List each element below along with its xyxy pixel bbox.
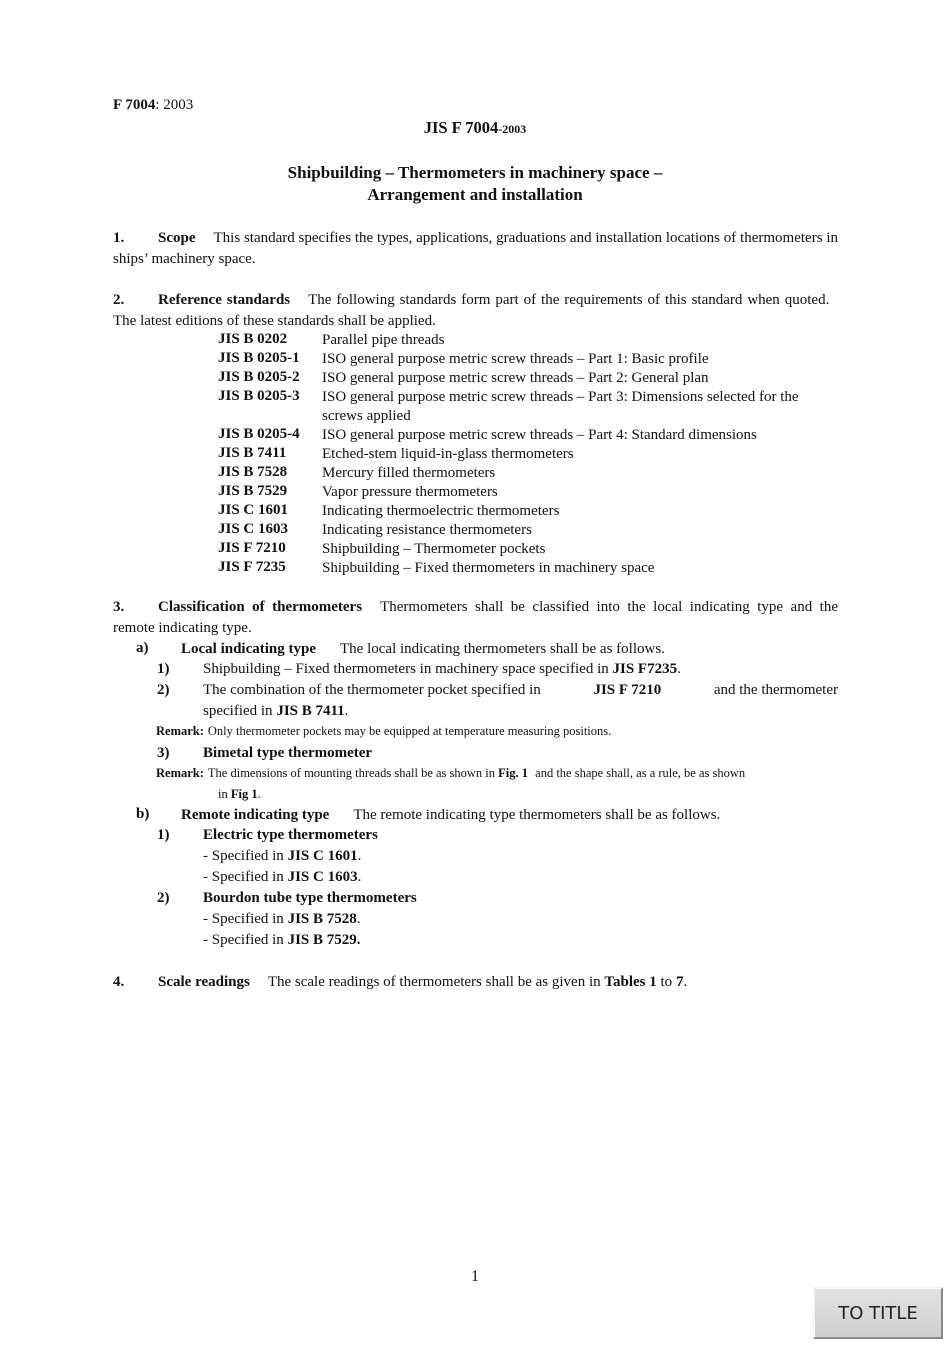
remark-dimensions: Remark: The dimensions of mounting threads shall be as shown in Fig. 1 and the shape shall, as a rule, be as shown bbox=[156, 766, 746, 780]
ref-code: JIS C 1601 bbox=[218, 502, 289, 518]
item-heading: Bimetal type thermometer bbox=[203, 745, 373, 761]
section-scope bbox=[113, 228, 838, 270]
subsection-local-indicating bbox=[181, 640, 665, 659]
subsection-remote-indicating bbox=[181, 806, 720, 825]
ref-code: JIS C 1603 bbox=[218, 521, 289, 537]
ref-code: JIS B 7411 bbox=[218, 445, 287, 461]
header-year: : 2003 bbox=[155, 97, 194, 113]
ref-code: JIS F 7210 bbox=[218, 540, 286, 556]
section-text-continued: The latest editions of these standards shall be applied. bbox=[113, 313, 436, 329]
header-code: F 7004 bbox=[113, 97, 156, 113]
section-heading: Scale readings bbox=[158, 974, 250, 990]
ref-title: Shipbuilding – Fixed thermometers in machinery space bbox=[322, 560, 655, 576]
section-number: 3. bbox=[113, 599, 125, 615]
remark-dimensions-continued: in Fig 1. bbox=[218, 787, 261, 801]
item-number: 1) bbox=[157, 661, 170, 677]
page-number: 1 bbox=[471, 1268, 479, 1285]
section-text: Thermometers shall be classified into the local indicating type and the remote indicating type. bbox=[113, 599, 838, 636]
ref-title: Parallel pipe threads bbox=[322, 332, 445, 348]
subsection-heading: Local indicating type bbox=[181, 641, 317, 657]
subsection-label: b) bbox=[136, 806, 150, 822]
item-text: - Specified in JIS C 1601. bbox=[203, 848, 362, 864]
ref-title: Shipbuilding – Thermometer pockets bbox=[322, 541, 546, 557]
section-classification bbox=[113, 597, 838, 639]
remark-pockets: Remark: Only thermometer pockets may be equipped at temperature measuring positions. bbox=[156, 724, 612, 738]
ref-code: JIS B 0205-4 bbox=[218, 426, 300, 442]
standard-number bbox=[0, 118, 950, 138]
section-number: 1. bbox=[113, 230, 125, 246]
document-title-line1: Shipbuilding – Thermometers in machinery space – bbox=[287, 163, 663, 182]
ref-code: JIS B 0205-3 bbox=[218, 388, 300, 404]
item-text: The combination of the thermometer pocket specified in JIS F 7210 and the thermometer bbox=[203, 682, 838, 698]
ref-title: Indicating resistance thermometers bbox=[322, 522, 532, 538]
item-number: 1) bbox=[157, 827, 170, 843]
ref-code: JIS B 0205-2 bbox=[218, 369, 300, 385]
section-text: The following standards form part of the requirements of this standard when quoted. bbox=[308, 292, 830, 308]
section-reference-standards bbox=[113, 290, 838, 332]
item-heading: Bourdon tube type thermometers bbox=[203, 890, 417, 906]
ref-title: Vapor pressure thermometers bbox=[322, 484, 498, 500]
ref-code: JIS B 0202 bbox=[218, 331, 288, 347]
ref-title: Mercury filled thermometers bbox=[322, 465, 496, 481]
ref-code: JIS B 7529 bbox=[218, 483, 288, 499]
item-text: - Specified in JIS B 7528. bbox=[203, 911, 361, 927]
item-text: - Specified in JIS C 1603. bbox=[203, 869, 362, 885]
section-number: 2. bbox=[113, 292, 125, 308]
ref-code: JIS B 7528 bbox=[218, 464, 288, 480]
subsection-text: The local indicating thermometers shall be as follows. bbox=[340, 641, 665, 657]
section-heading: Classification of thermometers bbox=[158, 599, 363, 615]
section-text: This standard specifies the types, applications, graduations and installation locations of thermometers in ships’ machinery space. bbox=[113, 230, 838, 267]
ref-title: Indicating thermoelectric thermometers bbox=[322, 503, 560, 519]
ref-title: Etched-stem liquid-in-glass thermometers bbox=[322, 446, 574, 462]
document-title-line2: Arrangement and installation bbox=[367, 185, 583, 204]
ref-code: JIS B 0205-1 bbox=[218, 350, 300, 366]
item-text: Shipbuilding – Fixed thermometers in machinery space specified in JIS F7235. bbox=[203, 661, 681, 677]
subsection-heading: Remote indicating type bbox=[181, 807, 330, 823]
item-number: 2) bbox=[157, 890, 170, 906]
ref-title: ISO general purpose metric screw threads – Part 3: Dimensions selected for the screws applied bbox=[322, 389, 799, 424]
ref-code: JIS F 7235 bbox=[218, 559, 286, 575]
ref-title: ISO general purpose metric screw threads – Part 1: Basic profile bbox=[322, 351, 709, 367]
section-heading: Scope bbox=[158, 230, 196, 246]
item-number: 3) bbox=[157, 745, 170, 761]
item-heading: Electric type thermometers bbox=[203, 827, 378, 843]
item-text: - Specified in JIS B 7529. bbox=[203, 932, 361, 948]
subsection-text: The remote indicating type thermometers shall be as follows. bbox=[353, 807, 721, 823]
section-scale-readings: 4. Scale readings The scale readings of thermometers shall be as given in Tables 1 to 7. bbox=[113, 974, 688, 990]
section-heading: Reference standards bbox=[158, 292, 291, 308]
ref-title: ISO general purpose metric screw threads – Part 4: Standard dimensions bbox=[322, 427, 757, 443]
subsection-label: a) bbox=[136, 640, 149, 656]
page-header bbox=[113, 97, 193, 114]
standard-year: -2003 bbox=[498, 122, 527, 136]
item-number: 2) bbox=[157, 682, 170, 698]
to-title-button[interactable]: TO TITLE bbox=[813, 1287, 943, 1339]
section-number: 4. bbox=[113, 974, 125, 990]
standard-code: JIS F 7004 bbox=[423, 118, 499, 137]
item-text-continued: specified in JIS B 7411. bbox=[203, 703, 349, 719]
ref-title: ISO general purpose metric screw threads – Part 2: General plan bbox=[322, 370, 709, 386]
